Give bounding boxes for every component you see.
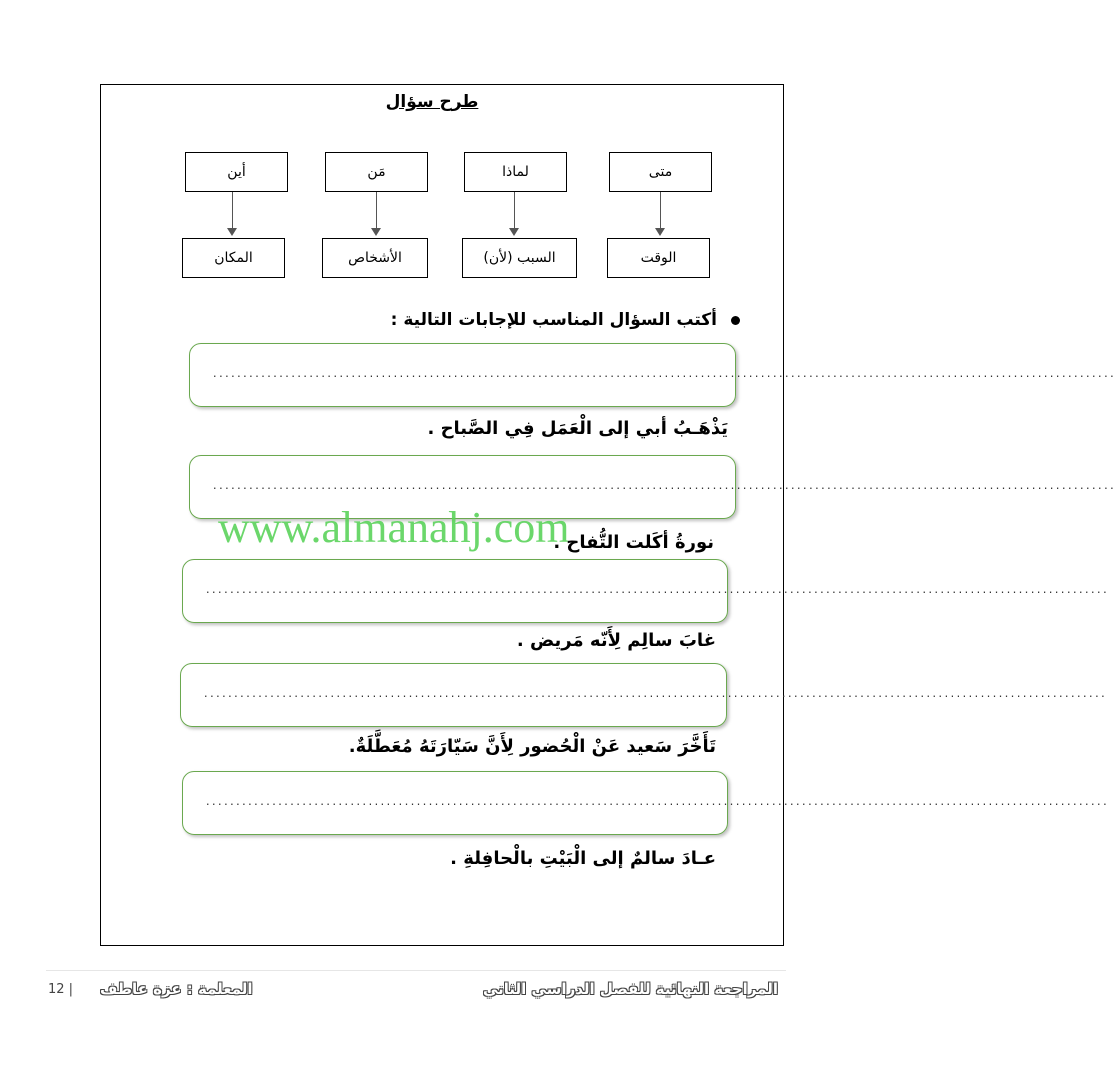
answer-type-people: الأشخاص <box>322 238 428 278</box>
arrow-line <box>232 192 233 229</box>
answer-field-5[interactable] <box>182 771 1108 835</box>
instruction <box>340 310 740 330</box>
answer-dots: ...................................................................................................................................................... <box>204 797 1108 808</box>
footer-teacher: المعلمة : عزة عاطف <box>100 980 253 998</box>
question-word-when: متى <box>609 152 712 192</box>
bullet-icon <box>731 316 740 325</box>
sentence-5: عـادَ سالمٌ إلى الْبَيْتِ بالْحافِلةِ . <box>450 848 716 869</box>
watermark: www.almanahj.com <box>218 503 570 552</box>
answer-field-1[interactable] <box>189 343 1115 407</box>
arrow-head <box>371 228 381 236</box>
answer-dots: ...................................................................................................................................................... <box>211 369 1115 380</box>
arrow-line <box>376 192 377 229</box>
footer-title: المراجعة النهائية للفصل الدراسي الثاني <box>482 980 778 998</box>
footer-rule <box>46 970 786 971</box>
arrow-head <box>509 228 519 236</box>
answer-dots: ...................................................................................................................................................... <box>202 689 1106 700</box>
sentence-4: تَأَخَّرَ سَعيد عَنْ الْحُضور لِأَنَّ سَيّارَتَهُ مُعَطَّلَةٌ. <box>348 736 716 757</box>
arrow-line <box>514 192 515 229</box>
answer-type-reason: السبب (لأن) <box>462 238 577 278</box>
question-word-who: مَن <box>325 152 428 192</box>
question-word-why: لماذا <box>464 152 567 192</box>
page-title: طرح سؤال <box>385 92 479 112</box>
arrow-head <box>227 228 237 236</box>
instruction-text: أكتب السؤال المناسب للإجابات التالية : <box>390 310 717 330</box>
answer-type-time: الوقت <box>607 238 710 278</box>
sentence-1: يَذْهَـبُ أبي إلى الْعَمَل فِي الصَّباح . <box>427 418 728 439</box>
answer-field-3[interactable] <box>182 559 1108 623</box>
answer-field-4[interactable] <box>180 663 1106 727</box>
arrow-head <box>655 228 665 236</box>
answer-dots: ...................................................................................................................................................... <box>204 585 1108 596</box>
answer-type-place: المكان <box>182 238 285 278</box>
question-word-where: أين <box>185 152 288 192</box>
page-number: 12 | <box>48 982 74 997</box>
sentence-3: غابَ سالِم لِأَنّه مَريض . <box>516 630 716 651</box>
answer-dots: ...................................................................................................................................................... <box>211 481 1115 492</box>
sentence-2: نورةُ أكَلت التُّفاح . <box>553 532 714 553</box>
arrow-line <box>660 192 661 229</box>
